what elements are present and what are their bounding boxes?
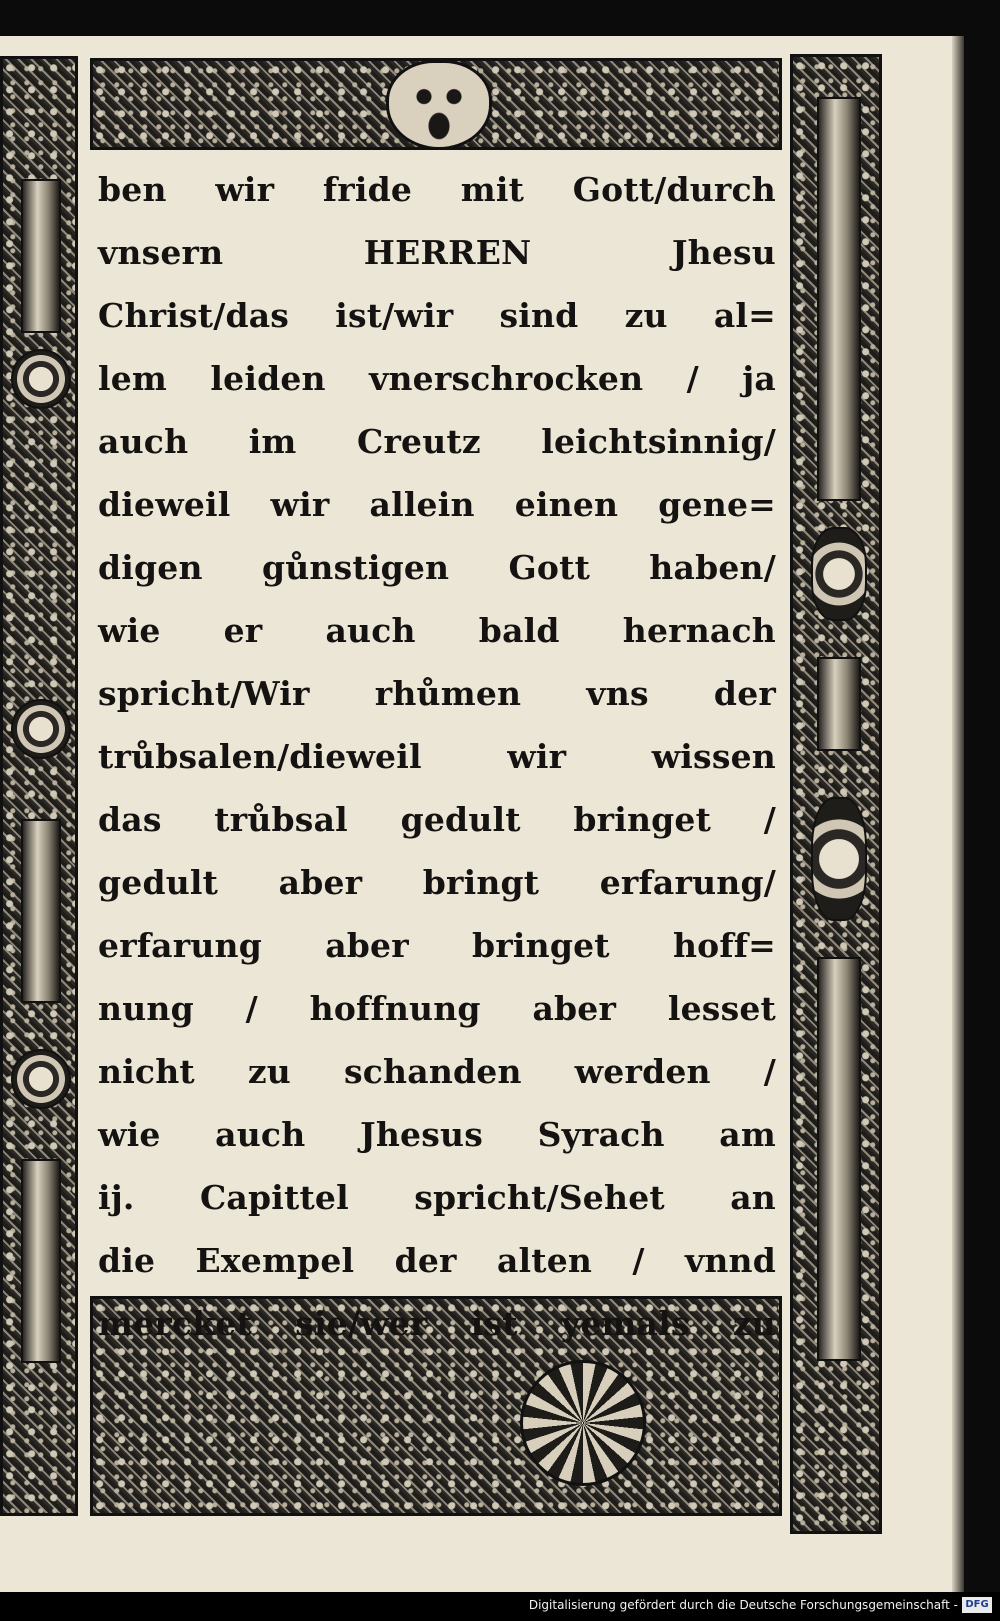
text-line: ij. Capittel spricht/Sehet an (98, 1178, 776, 1217)
digitization-credit: Digitalisierung gefördert durch die Deutsche Forschungsgemeinschaft - (528, 1598, 958, 1612)
text-line: dieweil wir allein einen gene= (98, 485, 776, 524)
grotesque-face-icon (386, 60, 492, 150)
text-line: lem leiden vnerschrocken / ja (98, 359, 776, 398)
page-edge (952, 36, 964, 1592)
text-line: digen gůnstigen Gott haben/ (98, 548, 776, 587)
grape-cluster-ornament-icon (811, 797, 867, 921)
text-line: spricht/Wir rhůmen vns der (98, 674, 776, 713)
woodcut-border-left (0, 56, 78, 1516)
dfg-logo-icon: DFG (962, 1597, 992, 1613)
text-line: trůbsalen/dieweil wir wissen (98, 737, 776, 776)
text-line: erfarung aber bringet hoff= (98, 926, 776, 965)
blackletter-text-block (92, 150, 782, 1343)
text-line: ben wir fride mit Gott/durch (98, 170, 776, 209)
text-line: das trůbsal gedult bringet / (98, 800, 776, 839)
pillar-ornament-icon (21, 179, 61, 333)
text-line: nung / hoffnung aber lesset (98, 989, 776, 1028)
flower-rosette-icon (520, 1360, 646, 1486)
text-line: Christ/das ist/wir sind zu al= (98, 296, 776, 335)
text-line: gedult aber bringt erfarung/ (98, 863, 776, 902)
column-ornament-icon (817, 97, 861, 501)
text-line: vnsern HERREN Jhesu (98, 233, 776, 272)
rosette-ornament-icon (11, 699, 71, 759)
woodcut-border-right (790, 54, 882, 1534)
pillar-ornament-icon (21, 1159, 61, 1363)
grape-cluster-ornament-icon (811, 527, 867, 621)
text-line: die Exempel der alten / vnnd (98, 1241, 776, 1280)
pillar-ornament-icon (21, 819, 61, 1003)
text-line: nicht zu schanden werden / (98, 1052, 776, 1091)
column-ornament-icon (817, 657, 861, 751)
text-line: wie er auch bald hernach (98, 611, 776, 650)
text-line: auch im Creutz leichtsinnig/ (98, 422, 776, 461)
text-line: wie auch Jhesus Syrach am (98, 1115, 776, 1154)
text-line: mercket sie/wer ist yemals zu (98, 1304, 776, 1343)
column-ornament-icon (817, 957, 861, 1361)
rosette-ornament-icon (11, 349, 71, 409)
rosette-ornament-icon (11, 1049, 71, 1109)
